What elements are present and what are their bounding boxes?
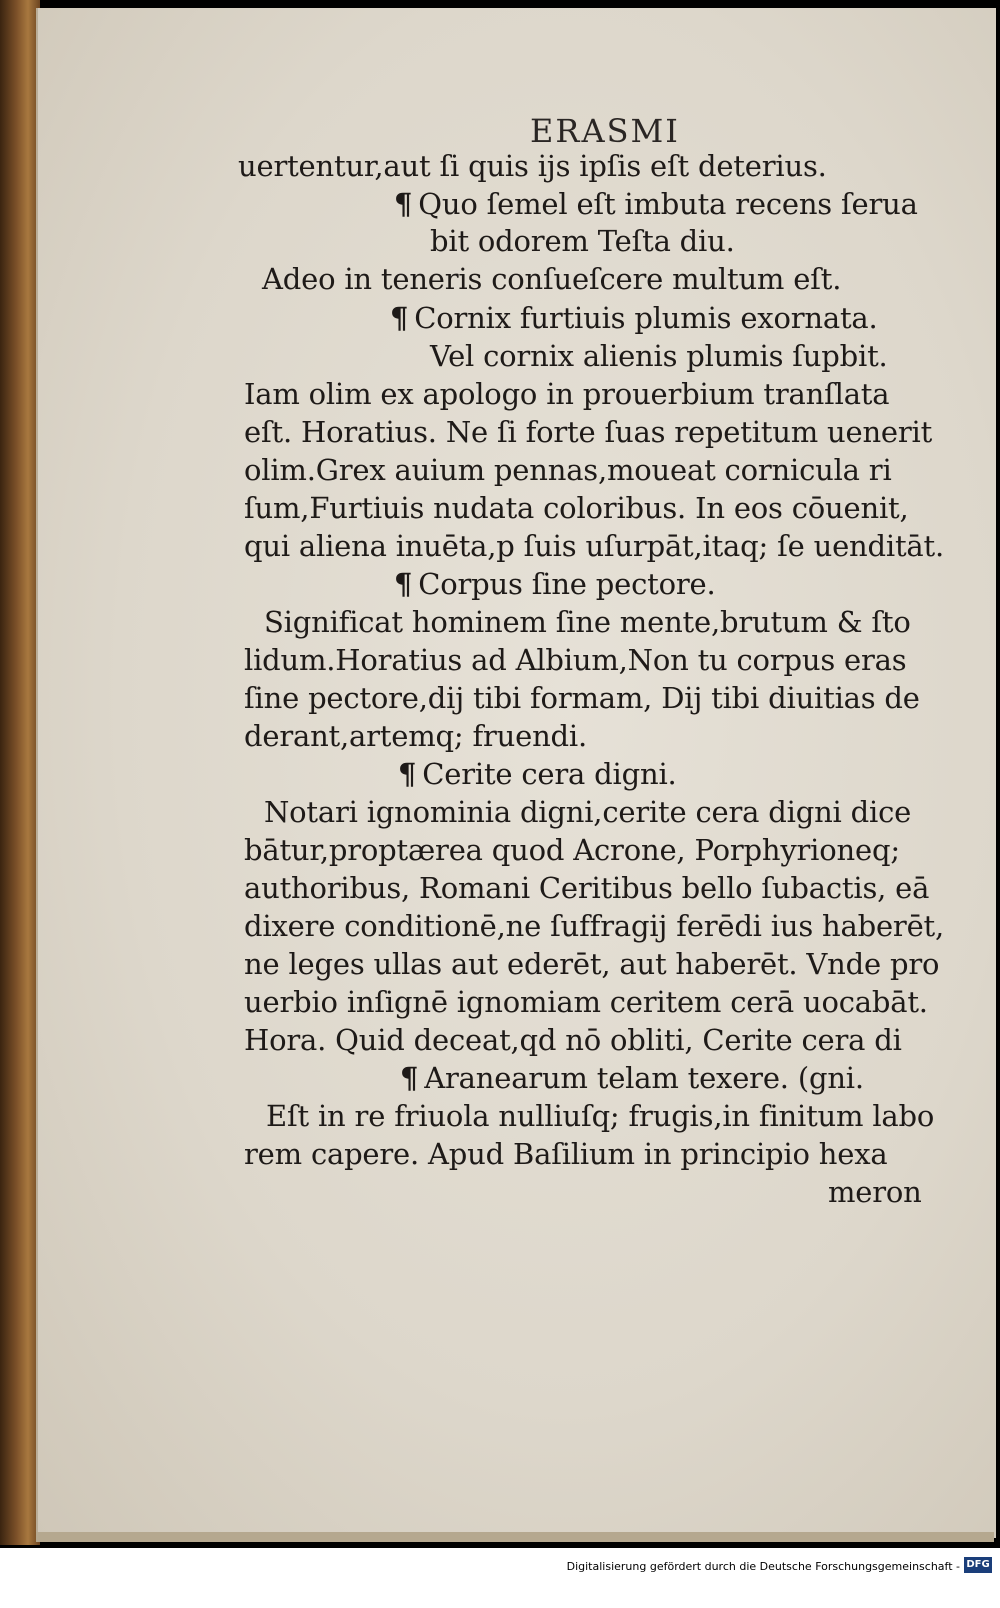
text-line-18: Notari ignominia digni,cerite cera digni dice bbox=[264, 795, 912, 829]
text-line-11: qui aliena inuēta,p ſuis uſurpāt,itaq; ſe uenditāt. bbox=[244, 529, 944, 563]
text-line-9: olim.Grex auium pennas,moueat cornicula ri bbox=[244, 453, 892, 487]
running-header: ERASMI bbox=[530, 112, 680, 150]
footer-credit: Digitalisierung gefördert durch die Deutsche Forschungsgemeinschaft - bbox=[566, 1560, 960, 1573]
book-page bbox=[36, 8, 996, 1538]
text-line-7: Iam olim ex apologo in prouerbium tranſlata bbox=[244, 377, 890, 411]
dfg-logo: DFG bbox=[964, 1557, 992, 1573]
text-line-25: ¶ Aranearum telam texere. (gni. bbox=[400, 1061, 864, 1095]
text-line-4: Adeo in teneris conſueſcere multum eſt. bbox=[262, 262, 842, 296]
pilcrow-mark: ¶ bbox=[400, 1061, 419, 1095]
page-edge bbox=[36, 1532, 994, 1542]
text-line-26: Eſt in re friuola nulliuſq; frugis,in finitum labo bbox=[266, 1099, 935, 1133]
text-line-13: Significat hominem ſine mente,brutum & ſto bbox=[264, 605, 911, 639]
text-line-23: uerbio inſignē ignomiam ceritem cerā uocabāt. bbox=[244, 985, 928, 1019]
page-text bbox=[38, 8, 996, 1538]
pilcrow-mark: ¶ bbox=[390, 301, 409, 335]
text-line-3: bit odorem Teſta diu. bbox=[430, 224, 735, 258]
text-line-6: Vel cornix alienis plumis ſupbit. bbox=[430, 339, 888, 373]
text-line-24: Hora. Quid deceat,qd nō obliti, Cerite cera di bbox=[244, 1023, 902, 1057]
book-spine bbox=[0, 0, 40, 1545]
text-line-17: ¶ Cerite cera digni. bbox=[398, 757, 677, 791]
text-line-27: rem capere. Apud Baſilium in principio hexa bbox=[244, 1137, 888, 1171]
text-line-20: authoribus, Romani Ceritibus bello ſubactis, eā bbox=[244, 871, 930, 905]
text-line-1: uertentur,aut ſi quis ijs ipſis eſt deterius. bbox=[238, 149, 827, 183]
text-line-16: derant,artemq; fruendi. bbox=[244, 719, 588, 753]
text-line-19: bātur,proptærea quod Acrone, Porphyrioneq; bbox=[244, 833, 900, 867]
text-line-5: ¶ Cornix furtiuis plumis exornata. bbox=[390, 301, 878, 335]
text-line-10: ſum,Furtiuis nudata coloribus. In eos cōuenit, bbox=[244, 491, 909, 525]
footer-bar bbox=[0, 1548, 1000, 1608]
text-line-14: lidum.Horatius ad Albium,Non tu corpus eras bbox=[244, 643, 907, 677]
pilcrow-mark: ¶ bbox=[394, 567, 413, 601]
catchword: meron bbox=[828, 1175, 922, 1209]
text-line-8: eſt. Horatius. Ne ſi forte ſuas repetitum uenerit bbox=[244, 415, 933, 449]
text-line-12: ¶ Corpus ſine pectore. bbox=[394, 567, 716, 601]
text-line-22: ne leges ullas aut ederēt, aut haberēt. Vnde pro bbox=[244, 947, 940, 981]
text-line-2: ¶ Quo ſemel eſt imbuta recens ſerua bbox=[394, 187, 918, 221]
pilcrow-mark: ¶ bbox=[394, 187, 413, 221]
text-line-21: dixere conditionē,ne ſuffragij ferēdi ius haberēt, bbox=[244, 909, 945, 943]
pilcrow-mark: ¶ bbox=[398, 757, 417, 791]
text-line-15: ſine pectore,dij tibi formam, Dij tibi diuitias de bbox=[244, 681, 920, 715]
